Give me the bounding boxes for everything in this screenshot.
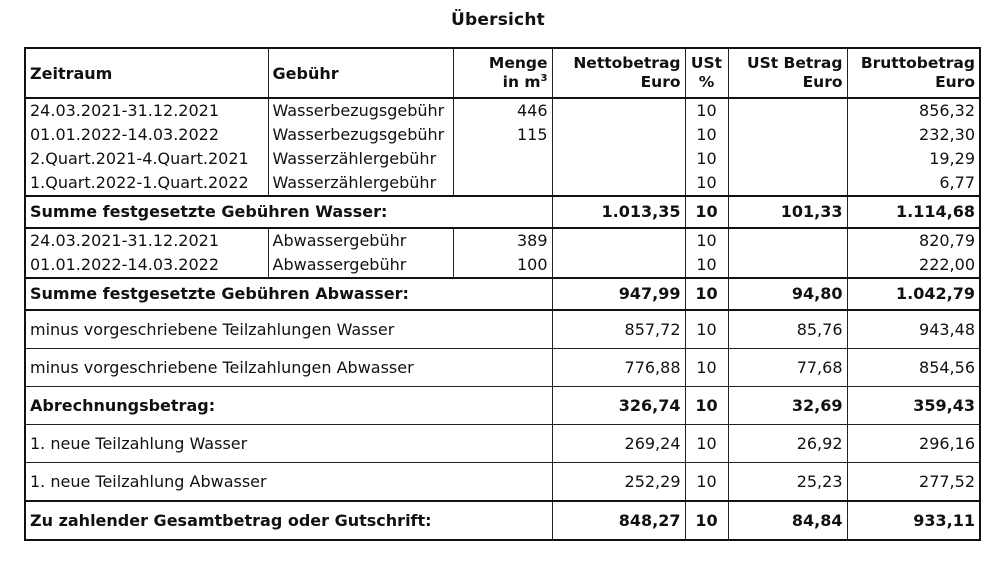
cell-brutto: 856,32 bbox=[847, 98, 980, 123]
cell-ust: 10 bbox=[685, 425, 728, 463]
cell-netto: 947,99 bbox=[552, 278, 685, 310]
cell-ust-betrag: 77,68 bbox=[728, 349, 847, 387]
cell-ust-betrag: 32,69 bbox=[728, 387, 847, 425]
cell-ust: 10 bbox=[685, 387, 728, 425]
minus-wastewater-label: minus vorgeschriebene Teilzahlungen Abwasser bbox=[25, 349, 552, 387]
sum-water-row bbox=[25, 196, 980, 228]
header-zeitraum: Zeitraum bbox=[25, 48, 268, 98]
header-ust-betrag: USt Betrag Euro bbox=[728, 48, 847, 98]
cell-menge: 115 bbox=[453, 123, 552, 147]
sum-wastewater-row bbox=[25, 278, 980, 310]
cell-ust: 10 bbox=[685, 278, 728, 310]
header-brutto: Bruttobetrag Euro bbox=[847, 48, 980, 98]
cell-netto bbox=[552, 123, 685, 147]
header-row bbox=[25, 48, 980, 98]
cell-netto bbox=[552, 228, 685, 253]
cell-netto: 269,24 bbox=[552, 425, 685, 463]
page-title: Übersicht bbox=[451, 10, 545, 30]
cell-ust: 10 bbox=[685, 196, 728, 228]
minus-wastewater-row bbox=[25, 349, 980, 387]
cell-gebuehr: Abwassergebühr bbox=[268, 228, 453, 253]
header-menge: Menge in $m^3$ bbox=[453, 48, 552, 98]
minus-water-label: minus vorgeschriebene Teilzahlungen Wasser bbox=[25, 310, 552, 349]
cell-zeitraum: 01.01.2022-14.03.2022 bbox=[25, 253, 268, 278]
cell-menge bbox=[453, 171, 552, 196]
cell-brutto: 933,11 bbox=[847, 501, 980, 540]
cell-netto: 252,29 bbox=[552, 463, 685, 502]
minus-water-row bbox=[25, 310, 980, 349]
cell-gebuehr: Abwassergebühr bbox=[268, 253, 453, 278]
cell-ust-betrag bbox=[728, 171, 847, 196]
cell-ust: 10 bbox=[685, 501, 728, 540]
overview-table bbox=[24, 47, 981, 541]
new-wastewater-row bbox=[25, 463, 980, 502]
table-row bbox=[25, 98, 980, 123]
header-ust: USt % bbox=[685, 48, 728, 98]
new-water-row bbox=[25, 425, 980, 463]
cell-menge bbox=[453, 147, 552, 171]
cell-ust-betrag: 25,23 bbox=[728, 463, 847, 502]
cell-ust-betrag bbox=[728, 253, 847, 278]
cell-ust-betrag: 84,84 bbox=[728, 501, 847, 540]
cell-netto bbox=[552, 253, 685, 278]
cell-netto: 776,88 bbox=[552, 349, 685, 387]
cell-netto: 848,27 bbox=[552, 501, 685, 540]
abrechnung-row bbox=[25, 387, 980, 425]
total-row bbox=[25, 501, 980, 540]
cell-zeitraum: 24.03.2021-31.12.2021 bbox=[25, 228, 268, 253]
table-row bbox=[25, 123, 980, 147]
cell-netto bbox=[552, 147, 685, 171]
cell-zeitraum: 1.Quart.2022-1.Quart.2022 bbox=[25, 171, 268, 196]
cell-ust: 10 bbox=[685, 228, 728, 253]
header-netto: Nettobetrag Euro bbox=[552, 48, 685, 98]
cell-gebuehr: Wasserzählergebühr bbox=[268, 171, 453, 196]
cell-netto bbox=[552, 98, 685, 123]
cell-brutto: 943,48 bbox=[847, 310, 980, 349]
cell-brutto: 232,30 bbox=[847, 123, 980, 147]
cell-brutto: 1.042,79 bbox=[847, 278, 980, 310]
cell-ust-betrag bbox=[728, 98, 847, 123]
cell-brutto: 854,56 bbox=[847, 349, 980, 387]
abrechnung-label: Abrechnungsbetrag: bbox=[25, 387, 552, 425]
cell-ust-betrag: 26,92 bbox=[728, 425, 847, 463]
table-row bbox=[25, 253, 980, 278]
cell-ust: 10 bbox=[685, 310, 728, 349]
cell-ust-betrag: 101,33 bbox=[728, 196, 847, 228]
cell-brutto: 277,52 bbox=[847, 463, 980, 502]
cell-ust: 10 bbox=[685, 98, 728, 123]
cell-ust-betrag bbox=[728, 147, 847, 171]
cell-netto: 326,74 bbox=[552, 387, 685, 425]
sum-wastewater-label: Summe festgesetzte Gebühren Abwasser: bbox=[25, 278, 552, 310]
cell-ust: 10 bbox=[685, 147, 728, 171]
cell-gebuehr: Wasserbezugsgebühr bbox=[268, 98, 453, 123]
new-water-label: 1. neue Teilzahlung Wasser bbox=[25, 425, 552, 463]
cell-zeitraum: 2.Quart.2021-4.Quart.2021 bbox=[25, 147, 268, 171]
cell-brutto: 1.114,68 bbox=[847, 196, 980, 228]
cell-ust: 10 bbox=[685, 123, 728, 147]
cell-zeitraum: 01.01.2022-14.03.2022 bbox=[25, 123, 268, 147]
total-label: Zu zahlender Gesamtbetrag oder Gutschrift: bbox=[25, 501, 552, 540]
cell-ust-betrag: 94,80 bbox=[728, 278, 847, 310]
table-row bbox=[25, 228, 980, 253]
cell-ust: 10 bbox=[685, 253, 728, 278]
cell-brutto: 820,79 bbox=[847, 228, 980, 253]
cell-gebuehr: Wasserzählergebühr bbox=[268, 147, 453, 171]
header-gebuehr: Gebühr bbox=[268, 48, 453, 98]
cell-ust: 10 bbox=[685, 349, 728, 387]
cell-menge: 100 bbox=[453, 253, 552, 278]
cell-brutto: 6,77 bbox=[847, 171, 980, 196]
cell-netto: 857,72 bbox=[552, 310, 685, 349]
cell-ust: 10 bbox=[685, 463, 728, 502]
new-wastewater-label: 1. neue Teilzahlung Abwasser bbox=[25, 463, 552, 502]
sum-water-label: Summe festgesetzte Gebühren Wasser: bbox=[25, 196, 552, 228]
cell-ust-betrag bbox=[728, 228, 847, 253]
cell-ust-betrag: 85,76 bbox=[728, 310, 847, 349]
cell-menge: 446 bbox=[453, 98, 552, 123]
table-row bbox=[25, 171, 980, 196]
cell-brutto: 359,43 bbox=[847, 387, 980, 425]
cell-brutto: 19,29 bbox=[847, 147, 980, 171]
cell-menge: 389 bbox=[453, 228, 552, 253]
cell-ust: 10 bbox=[685, 171, 728, 196]
cell-gebuehr: Wasserbezugsgebühr bbox=[268, 123, 453, 147]
cell-netto: 1.013,35 bbox=[552, 196, 685, 228]
cell-zeitraum: 24.03.2021-31.12.2021 bbox=[25, 98, 268, 123]
cell-brutto: 296,16 bbox=[847, 425, 980, 463]
cell-brutto: 222,00 bbox=[847, 253, 980, 278]
table-row bbox=[25, 147, 980, 171]
cell-ust-betrag bbox=[728, 123, 847, 147]
cell-netto bbox=[552, 171, 685, 196]
